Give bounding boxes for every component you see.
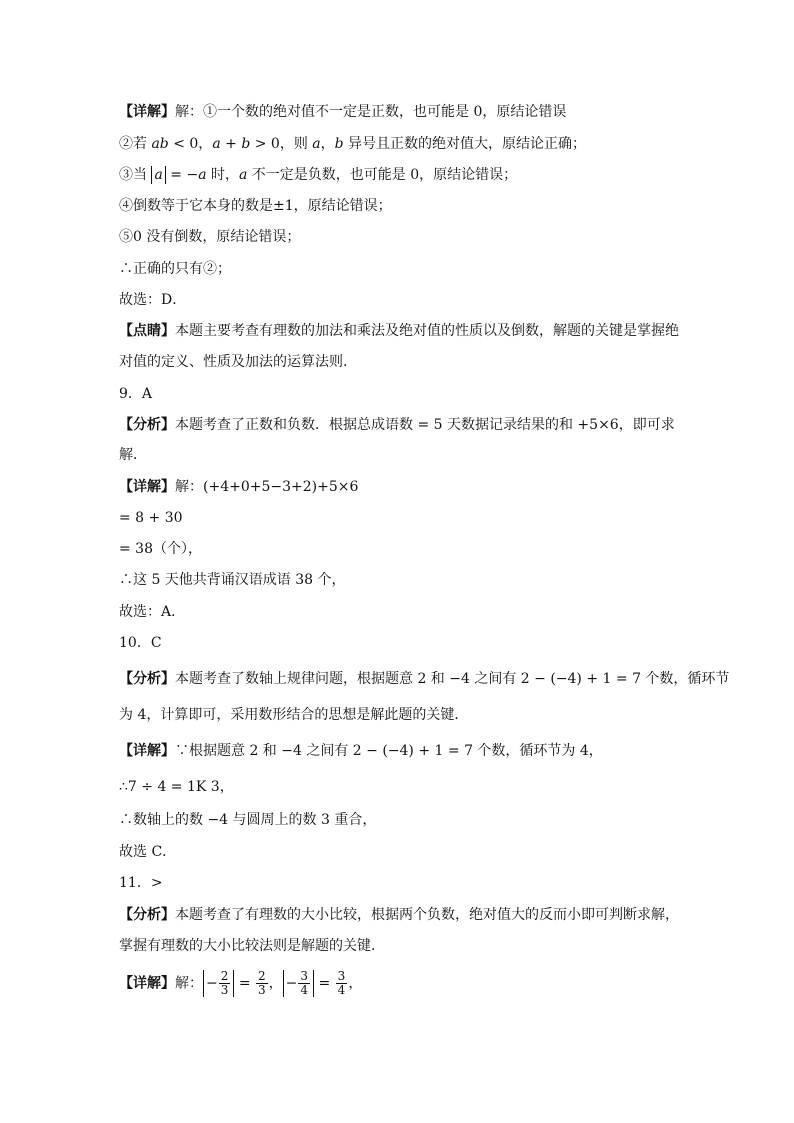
text-line-l20: [119, 706, 468, 724]
text-run: ∵根据题意 2 和 −4 之间有 2 − (−4) + 1 = 7 个数，循环节为 4，: [175, 743, 603, 759]
text-line-l24: [119, 843, 176, 861]
section-label: 【详解】: [119, 104, 175, 120]
text-line-l12: [119, 446, 147, 464]
text-run: ∴这 5 天他共背诵汉语成语 38 个，: [119, 572, 346, 588]
fraction-numerator: 3: [300, 969, 309, 983]
text-line-l22: [119, 778, 234, 796]
text-line-l8: [119, 322, 679, 340]
text-run: 不一定是负数，也可能是 0，原结论错误；: [247, 167, 518, 183]
text-run: =: [234, 975, 256, 992]
text-run: 本题考查了正数和负数．根据总成语数 = 5 天数据记录结果的和 +5×6，即可求: [175, 417, 675, 433]
fraction-denominator: 3: [258, 983, 266, 997]
fraction: [219, 970, 231, 997]
text-run: 对值的定义、性质及加法的运算法则．: [119, 354, 357, 370]
sign: −: [206, 975, 218, 992]
fraction-numerator: 2: [258, 969, 266, 983]
text-line-l17: [119, 603, 185, 621]
absolute-value-fraction: [283, 970, 314, 997]
text-run: 解：: [175, 975, 203, 992]
text-line-l9: [119, 353, 357, 371]
text-run: ∴数轴上的数 −4 与圆周上的数 3 重合，: [119, 812, 377, 828]
text-run: +: [220, 136, 242, 152]
text-run: ③当: [119, 167, 152, 183]
math-variable: a: [198, 167, 207, 183]
text-line-l11: [119, 416, 675, 434]
text-run: 解：(+4+0+5−3+2)+5×6: [175, 479, 359, 495]
section-label: 【详解】: [119, 479, 175, 495]
text-line-l15: [119, 540, 202, 558]
text-run: 10．C: [119, 635, 162, 651]
math-variable: a: [212, 136, 221, 152]
section-label: 【分析】: [119, 671, 175, 687]
text-run: 故选 C．: [119, 844, 177, 860]
text-line-l3: [119, 166, 517, 184]
text-run: 解．: [119, 447, 147, 463]
text-run: ∴7 ÷ 4 = 1K 3，: [119, 779, 234, 795]
text-line-l25: [119, 874, 163, 892]
text-line-l1: [119, 103, 566, 121]
absolute-value: a: [151, 166, 165, 184]
text-run: 本题主要考查有理数的加法和乘法及绝对值的性质以及倒数，解题的关键是掌握绝: [175, 323, 679, 339]
absolute-value-fraction: [203, 970, 234, 997]
fraction: [256, 970, 268, 997]
text-run: =: [314, 975, 335, 992]
text-run: ，: [268, 975, 283, 992]
text-run: ∴正确的只有②；: [119, 261, 231, 277]
text-run: = 38（个），: [119, 541, 202, 557]
text-run: ②若: [119, 136, 152, 152]
text-line-l5: [119, 228, 300, 246]
text-run: ，: [320, 136, 335, 152]
math-variable: ab: [151, 136, 169, 152]
fraction: [298, 970, 310, 997]
text-run: 掌握有理数的大小比较法则是解题的关键．: [119, 938, 385, 954]
text-run: 9．A: [119, 386, 153, 402]
text-run: 11．>: [119, 875, 163, 891]
text-line-l21: [119, 742, 603, 760]
math-variable: a: [312, 136, 321, 152]
sign: −: [285, 975, 298, 992]
text-run: ④倒数等于它本身的数是±1，原结论错误；: [119, 198, 392, 214]
text-line-l28: [119, 970, 362, 997]
math-variable: b: [241, 136, 251, 152]
text-line-l7: [119, 291, 186, 309]
text-line-l14: [119, 509, 183, 527]
section-label: 【点睛】: [119, 323, 175, 339]
text-line-l23: [119, 811, 376, 829]
text-run: 本题考查了数轴上规律问题，根据题意 2 和 −4 之间有 2 − (−4) + 1 = 7 个数，循环节: [175, 671, 730, 687]
text-line-l10: [119, 385, 152, 403]
text-run: 异号且正数的绝对值大，原结论正确；: [343, 136, 587, 152]
math-variable: a: [239, 167, 248, 183]
text-run: 本题考查了有理数的大小比较，根据两个负数，绝对值大的反而小即可判断求解，: [175, 907, 679, 923]
text-line-l13: [119, 478, 358, 496]
text-run: > 0，则: [250, 136, 313, 152]
fraction-denominator: 4: [337, 983, 346, 997]
math-variable: b: [334, 136, 344, 152]
text-run: ，: [348, 975, 363, 992]
text-run: ⑤0 没有倒数，原结论错误；: [119, 229, 301, 245]
text-run: = 8 + 30: [119, 510, 183, 526]
text-line-l26: [119, 906, 679, 924]
text-line-l4: [119, 197, 392, 215]
text-run: < 0，: [168, 136, 213, 152]
section-label: 【详解】: [119, 975, 175, 992]
section-label: 【分析】: [119, 907, 175, 923]
text-line-l6: [119, 260, 231, 278]
text-line-l19: [119, 670, 729, 688]
fraction-numerator: 2: [220, 969, 229, 983]
fraction-denominator: 4: [300, 983, 309, 997]
fraction: [336, 970, 348, 997]
text-run: 解：①一个数的绝对值不一定是正数，也可能是 0，原结论错误: [175, 104, 567, 120]
text-run: = −: [165, 167, 199, 183]
text-run: 故选：A．: [119, 604, 186, 620]
text-line-l2: [119, 135, 586, 153]
text-line-l18: [119, 634, 162, 652]
section-label: 【分析】: [119, 417, 175, 433]
text-run: 故选：D．: [119, 292, 187, 308]
text-run: 时，: [206, 167, 239, 183]
text-line-l27: [119, 937, 385, 955]
text-line-l16: [119, 571, 346, 589]
section-label: 【详解】: [119, 743, 175, 759]
fraction-numerator: 3: [337, 969, 346, 983]
fraction-denominator: 3: [220, 983, 229, 997]
text-run: 为 4，计算即可，采用数形结合的思想是解此题的关键．: [119, 707, 469, 723]
